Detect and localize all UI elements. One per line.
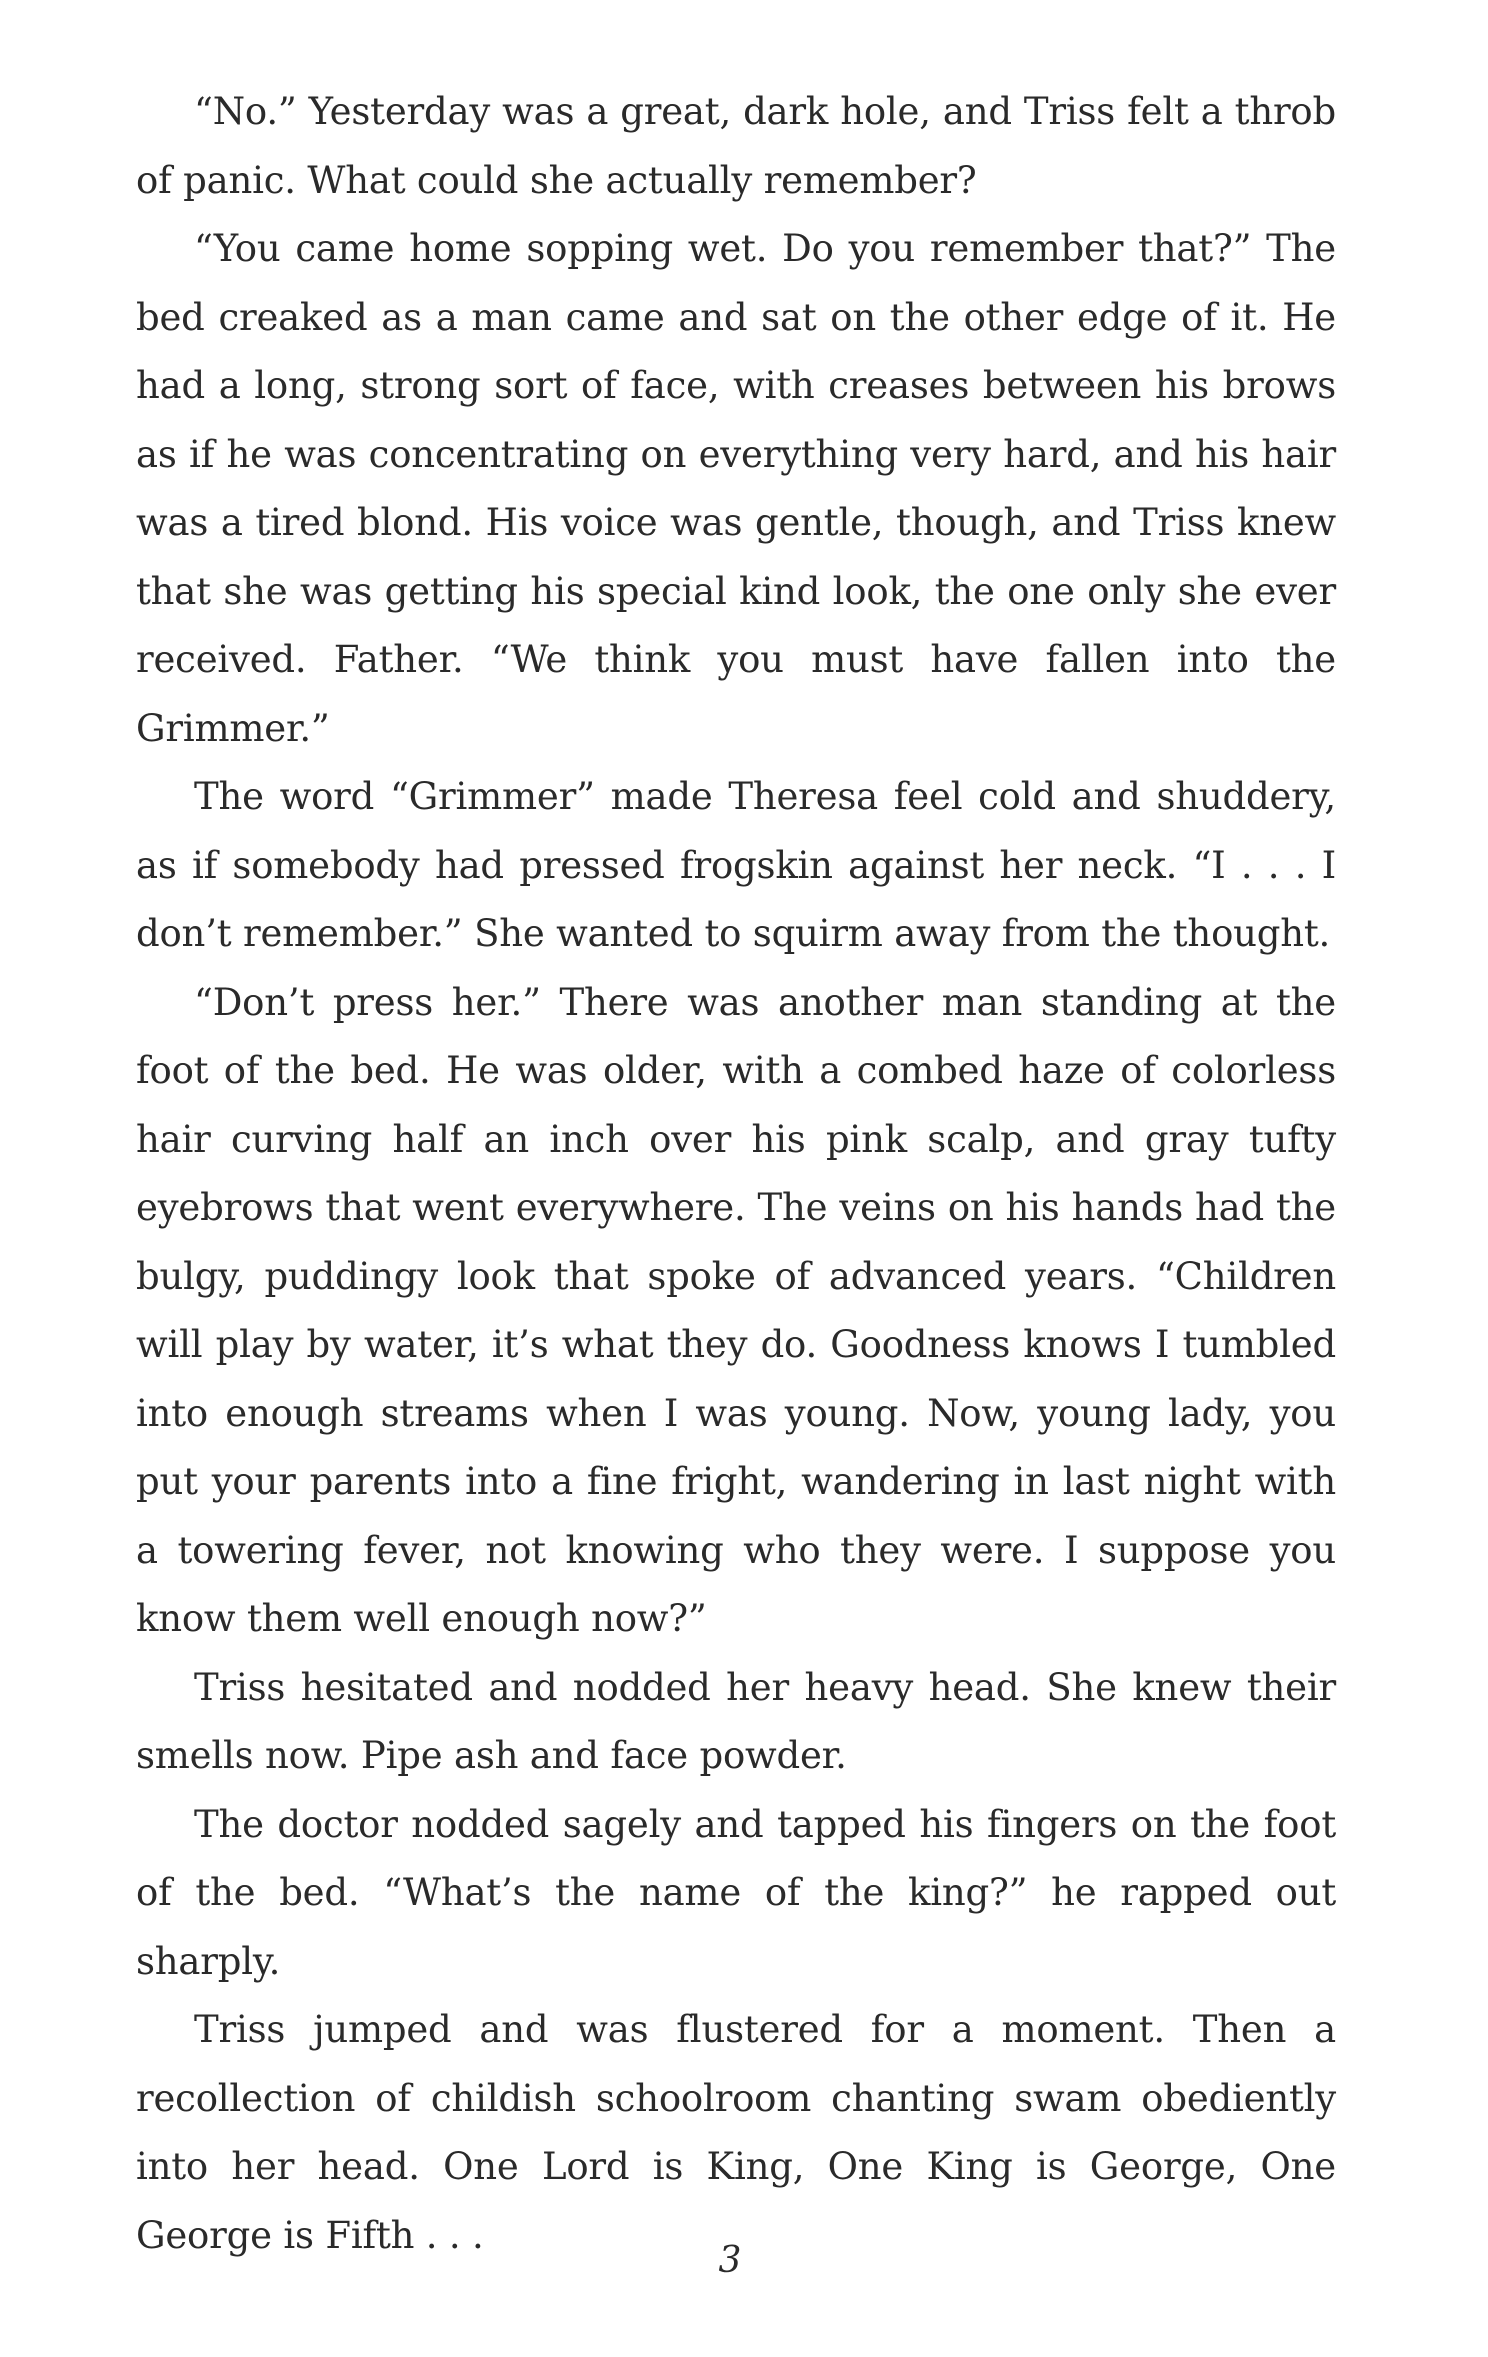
page-number: 3 — [718, 2240, 742, 2281]
paragraph-1: “No.” Yesterday was a great, dark hole, and Triss felt a throb of panic. What could she actually remember? — [136, 90, 1336, 202]
paragraph-3: The word “Grimmer” made Theresa feel cold and shuddery, as if somebody had pressed frogskin against her neck. “I . . . I don’t remember.” She wanted to squirm away from the thought. — [136, 775, 1336, 955]
body-text — [136, 78, 1336, 2270]
paragraph-7: Triss jumped and was flustered for a moment. Then a recollection of childish schoolroom chanting swam obediently into her head. One Lord is King, One King is George, One George is Fifth . . . — [136, 2008, 1336, 2257]
paragraph-4: “Don’t press her.” There was another man standing at the foot of the bed. He was older, with a combed haze of colorless hair curving half an inch over his pink scalp, and gray tufty eyebrows that went everywhere. The veins on his hands had the bulgy, puddingy look that spoke of advanced years. “Children will play by water, it’s what they do. Goodness knows I tumbled into enough streams when I was young. Now, young lady, you put your parents into a fine fright, wandering in last night with a towering fever, not knowing who they were. I suppose you know them well enough now?” — [136, 980, 1336, 1640]
paragraph-5: Triss hesitated and nodded her heavy head. She knew their smells now. Pipe ash and face powder. — [136, 1665, 1336, 1777]
paragraph-6: The doctor nodded sagely and tapped his fingers on the foot of the bed. “What’s the name of the king?” he rapped out sharply. — [136, 1802, 1336, 1983]
paragraph-2: “You came home sopping wet. Do you remember that?” The bed creaked as a man came and sat on the other edge of it. He had a long, strong sort of face, with creases between his brows as if he was concentrating on everything very hard, and his hair was a tired blond. His voice was gentle, though, and Triss knew that she was getting his special kind look, the one only she ever received. Father. “We think you must have fallen into the Grimmer.” — [136, 227, 1336, 750]
